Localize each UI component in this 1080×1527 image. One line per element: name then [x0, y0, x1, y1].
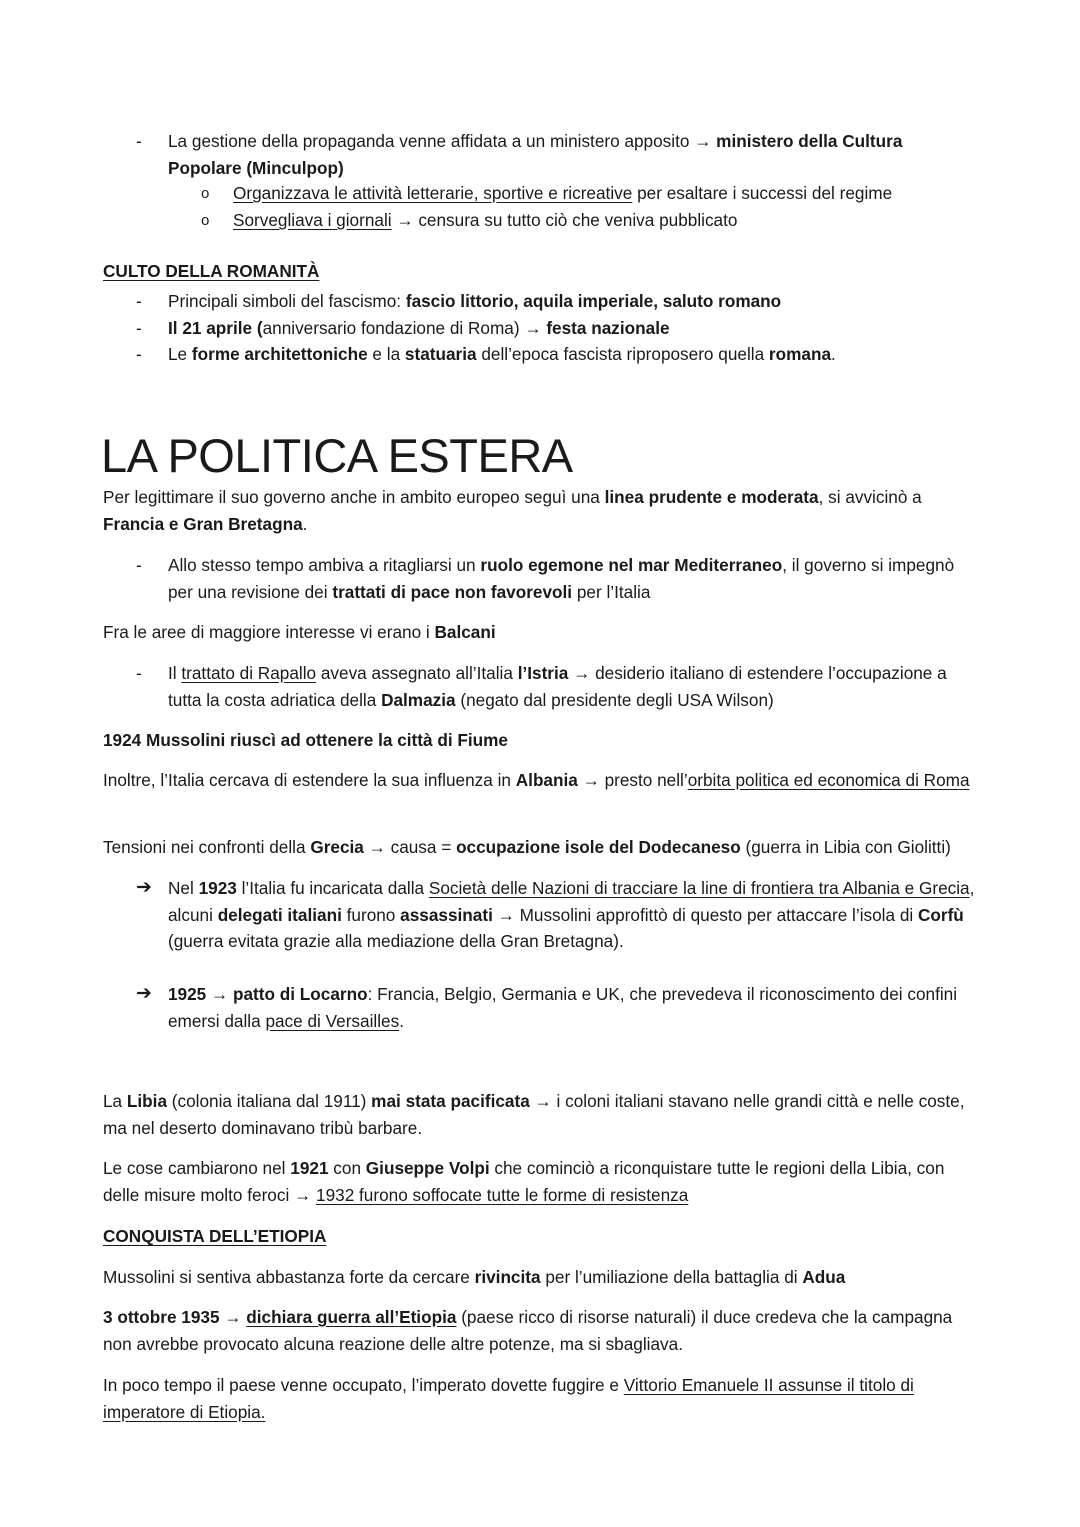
bullet-dash: - [136, 291, 142, 311]
text: dell’epoca fascista riproposero quella [476, 344, 769, 364]
text: Le [168, 344, 192, 364]
text: → Mussolini approfittò di questo per attaccare l’isola di [492, 904, 918, 925]
text: La [103, 1091, 127, 1111]
bullet-circle: o [201, 212, 210, 229]
text: . [302, 513, 308, 534]
bold-text: Albania [515, 770, 578, 790]
bold-text: ruolo egemone nel mar Mediterraneo [480, 555, 783, 575]
bold-text: 1923 [198, 878, 237, 898]
text: (paese ricco di risorse naturali) il duce credeva che la campagna non avrebbe provocato alcuna reazione delle altre potenze, ma si sbagliava. [103, 1307, 953, 1354]
bold-text: 3 ottobre 1935 → [103, 1307, 247, 1327]
arrow-item [168, 875, 983, 955]
text: → desiderio italiano di estendere l’occupazione a tutta la costa adriatica della [168, 663, 947, 710]
paragraph [103, 619, 983, 646]
underlined-text: dichiara guerra all’Etiopia [246, 1307, 457, 1327]
page-title: LA POLITICA ESTERA [101, 429, 573, 482]
text: anniversario fondazione di Roma) → [262, 318, 547, 338]
paragraph [103, 1372, 983, 1425]
list-item [168, 341, 983, 368]
bold-text: mai stata pacificata [371, 1091, 530, 1111]
bullet-dash: - [136, 344, 142, 364]
bold-text: rivincita [474, 1267, 541, 1287]
bold-text: Grecia [310, 837, 364, 857]
bold-text: l’Istria [517, 663, 569, 683]
list-item [168, 288, 983, 315]
text: Tensioni nei confronti della [103, 837, 311, 857]
text: → causa = [363, 837, 457, 857]
paragraph [103, 727, 983, 754]
section-heading: CONQUISTA DELL’ETIOPIA [103, 1226, 327, 1246]
underlined-text: Società delle Nazioni di tracciare la line di frontiera tra Albania e Grecia [428, 878, 970, 898]
bold-text: statuaria [404, 344, 477, 364]
bullet-dash: - [136, 663, 142, 683]
underlined-text: pace di Versailles [265, 1010, 400, 1031]
text: → i coloni italiani stavano nelle grandi città e nelle coste, ma nel deserto dominavano tribù barbare. [103, 1091, 965, 1138]
text: In poco tempo il paese venne occupato, l’imperato dovette fuggire e [103, 1375, 624, 1395]
bold-text: Il 21 aprile ( [168, 318, 263, 338]
text: Le cose cambiarono nel [103, 1158, 291, 1178]
text: per esaltare i successi del regime [632, 183, 893, 203]
text: (negato dal presidente degli USA Wilson) [455, 689, 774, 710]
section-heading: CULTO DELLA ROMANITÀ [103, 261, 320, 281]
bold-text: fascio littorio, aquila imperiale, saluto romano [405, 291, 782, 311]
sub-item [233, 180, 993, 207]
text: Il [168, 663, 182, 683]
text: → presto nell’ [577, 770, 688, 790]
text: Mussolini si sentiva abbastanza forte da cercare [103, 1267, 475, 1287]
bullet-dash: - [136, 555, 142, 575]
bullet-dash: - [136, 318, 142, 338]
bullet-dash: - [136, 131, 142, 151]
text: aveva assegnato all’Italia [316, 663, 518, 683]
list-item [168, 552, 983, 605]
text: : Francia, Belgio, Germania e UK, che prevedeva il riconoscimento dei confini emersi dalla [168, 984, 958, 1031]
bold-text: Libia [126, 1091, 168, 1111]
text: Allo stesso tempo ambiva a ritagliarsi un [168, 555, 481, 575]
text: e la [367, 344, 405, 364]
bold-text: occupazione isole del Dodecaneso [456, 837, 741, 857]
text: per l’Italia [572, 581, 651, 602]
text: Inoltre, l’Italia cercava di estendere la sua influenza in [103, 770, 516, 790]
bold-text: Corfù [917, 904, 964, 925]
text: che cominciò a riconquistare tutte le regioni della Libia, con delle misure molto feroci → [103, 1158, 945, 1205]
list-item [168, 660, 983, 713]
paragraph [103, 1088, 983, 1141]
text: (guerra in Libia con Giolitti) [740, 837, 951, 857]
paragraph [103, 1264, 983, 1291]
paragraph [103, 484, 983, 537]
bold-text: Francia e Gran Bretagna [103, 513, 303, 534]
text: → censura su tutto ciò che veniva pubblicato [391, 210, 738, 230]
bold-text: trattati di pace non favorevoli [332, 581, 573, 602]
underlined-text: Sorvegliava i giornali [233, 210, 392, 230]
bold-text: 1921 [290, 1158, 329, 1178]
bold-text: romana [768, 344, 832, 364]
bold-text: Popolare (Minculpop) [168, 157, 344, 178]
paragraph [103, 1304, 983, 1357]
bold-text: Balcani [434, 622, 496, 642]
text: , si avvicinò a [818, 487, 922, 507]
text: , alcuni [168, 878, 975, 925]
text: furono [341, 904, 401, 925]
arrow-bullet-icon: ➔ [136, 983, 152, 1004]
underlined-text: 1932 furono soffocate tutte le forme di resistenza [316, 1184, 689, 1205]
bold-text: forme architettoniche [191, 344, 368, 364]
bold-text: linea prudente e moderata [604, 487, 819, 507]
bold-text: delegati italiani [217, 904, 342, 925]
bold-text: Adua [802, 1267, 846, 1287]
underlined-text: Vittorio Emanuele II assunse il titolo di imperatore di Etiopia. [103, 1375, 914, 1422]
text: Principali simboli del fascismo: [168, 291, 406, 311]
text: (colonia italiana dal 1911) [167, 1091, 372, 1111]
text: Nel [168, 878, 199, 898]
bold-text: Dalmazia [381, 689, 456, 710]
text: Per legittimare il suo governo anche in ambito europeo seguì una [103, 487, 605, 507]
text: per l’umiliazione della battaglia di [540, 1267, 803, 1287]
bold-text: 1925 → patto di Locarno [168, 984, 368, 1004]
text: , il governo si impegnò per una revisione dei [168, 555, 955, 602]
bold-text: 1924 Mussolini riuscì ad ottenere la città di Fiume [103, 730, 508, 750]
list-item [168, 315, 983, 342]
text: La gestione della propaganda venne affidata a un ministero apposito → [168, 131, 717, 151]
bold-text: ministero della Cultura [716, 131, 903, 151]
bullet-circle: o [201, 185, 210, 202]
paragraph [103, 1155, 983, 1208]
underlined-text: orbita politica ed economica di Roma [687, 770, 970, 790]
paragraph [103, 767, 983, 794]
text: . [831, 344, 836, 364]
text: con [328, 1158, 366, 1178]
paragraph [103, 834, 983, 861]
text: Fra le aree di maggiore interesse vi erano i [103, 622, 435, 642]
bold-text: Giuseppe Volpi [365, 1158, 490, 1178]
arrow-bullet-icon: ➔ [136, 877, 152, 898]
propaganda-item [168, 128, 983, 181]
bold-text: assassinati [400, 904, 493, 925]
sub-item [233, 207, 993, 234]
arrow-item [168, 981, 983, 1034]
text: (guerra evitata grazie alla mediazione della Gran Bretagna). [168, 931, 624, 951]
text: l’Italia fu incaricata dalla [236, 878, 429, 898]
underlined-text: Organizzava le attività letterarie, sportive e ricreative [233, 183, 633, 203]
underlined-text: trattato di Rapallo [181, 663, 317, 683]
text: . [399, 1010, 404, 1031]
bold-text: festa nazionale [546, 318, 670, 338]
